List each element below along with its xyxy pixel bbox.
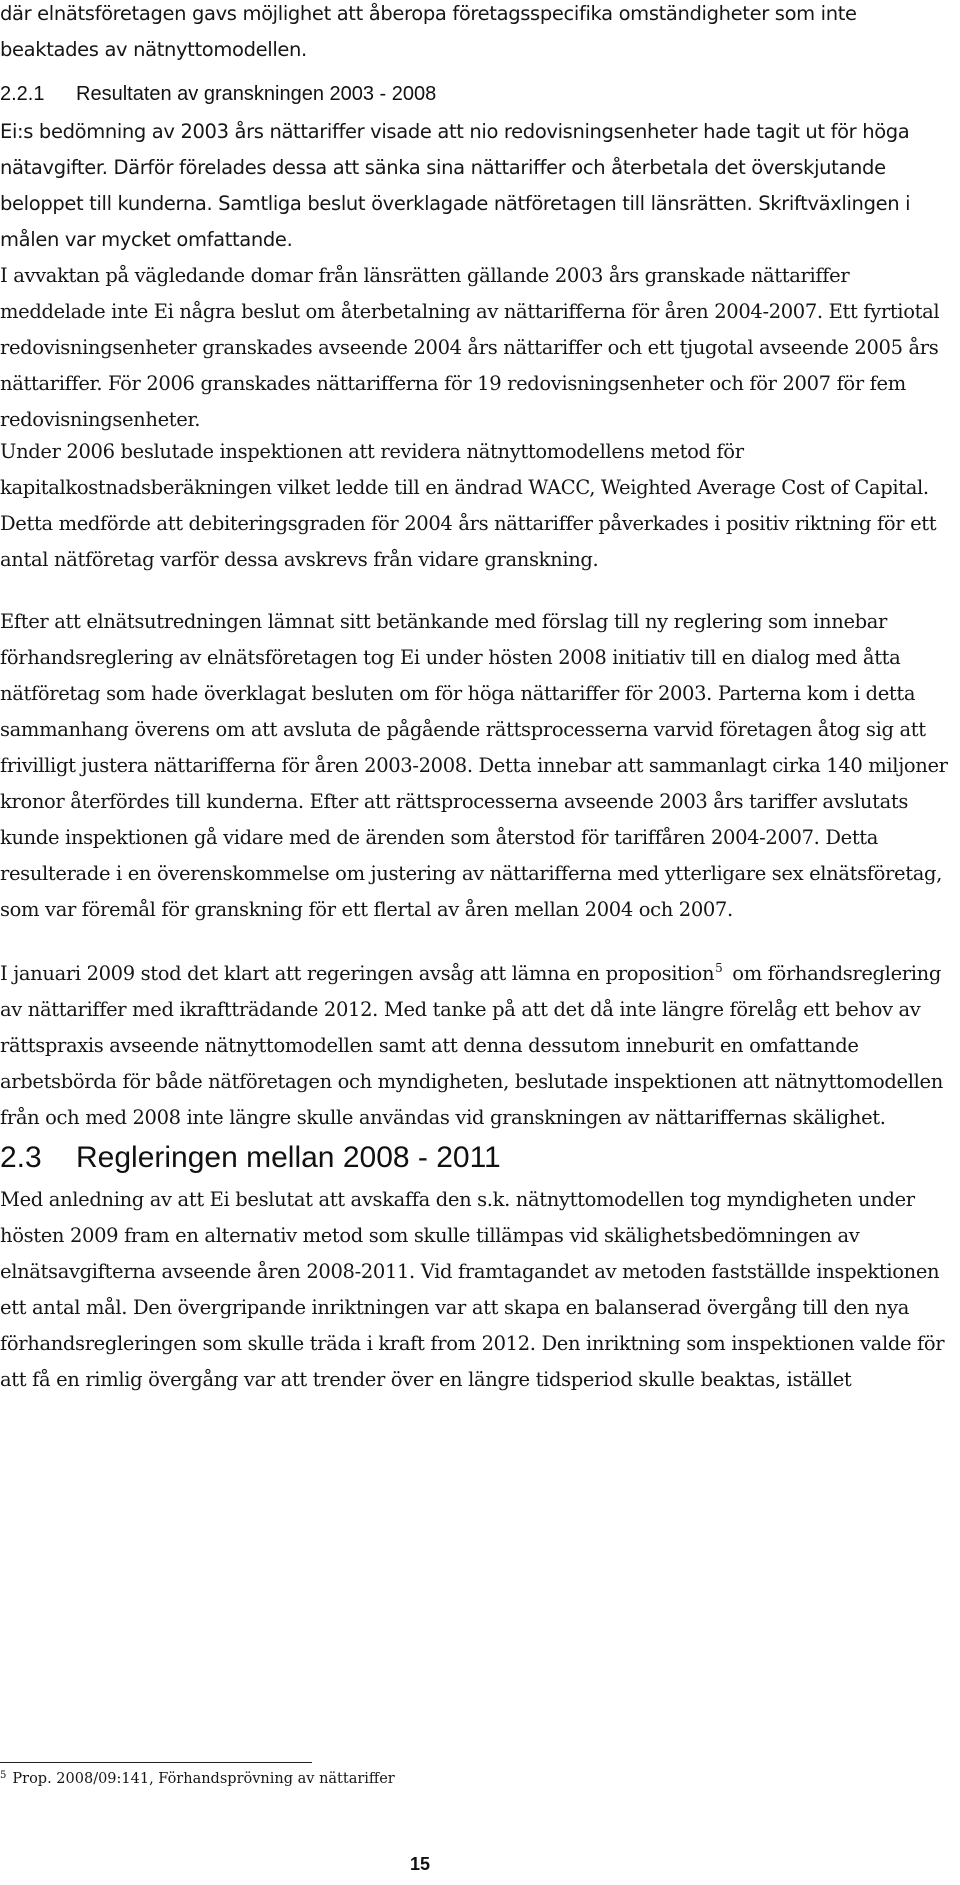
section-paragraph: Med anledning av att Ei beslutat att avskaffa den s.k. nätnyttomodellen tog myndigheten under hösten 2009 fram en alternativ metod som skulle tillämpas vid skälighetsbedömningen av elnätsavgifterna avseende åren 2008-2011. Vid framtagandet av metoden fastställde inspektionen ett antal mål. Den övergripande inriktningen var att skapa en balanserad övergång till den nya förhandsregleringen som skulle träda i kraft from 2012. Den inriktning som inspektionen valde för att få en rimlig övergång var att trender över en längre tidsperiod skulle beaktas, istället [0,1188,945,1391]
paragraph-block-1 [0,258,952,438]
subsection-title: Resultaten av granskningen 2003 - 2008 [76,83,437,105]
paragraph-block-3 [0,604,952,928]
section-title: Regleringen mellan 2008 - 2011 [76,1141,501,1174]
paragraph: I avvaktan på vägledande domar från länsrätten gällande 2003 års granskade nättariffer meddelade inte Ei några beslut om återbetalning av nättarifferna för åren 2004-2007. Ett fyrtiotal redovisningsenheter granskades avseende 2004 års nättariffer och ett tjugotal avseende 2005 års nättariffer. För 2006 granskades nättarifferna för 19 redovisningsenheter och för 2007 för fem redovisningsenheter. [0,264,940,431]
subsection-heading [0,80,952,108]
page-number: 15 [409,1854,431,1874]
paragraph: Under 2006 beslutade inspektionen att revidera nätnyttomodellens metod för kapitalkostnadsberäkningen vilket ledde till en ändrad WACC, Weighted Average Cost of Capital. Detta medförde att debiteringsgraden för 2004 års nättariffer påverkades i positiv riktning för ett antal nätföretag varför dessa avskrevs från vidare granskning. [0,440,937,571]
body-text-block [0,0,952,68]
footnote [0,1768,395,1790]
section-body [0,1182,952,1398]
proposition-text-before: I januari 2009 stod det klart att regeringen avsåg att lämna en proposition [0,962,715,985]
section-number: 2.3 [0,1141,42,1174]
footnote-number: 5 [0,1770,7,1781]
footnote-text: Prop. 2008/09:141, Förhandsprövning av nättariffer [12,1771,395,1787]
top-paragraph: där elnätsföretagen gavs möjlighet att åberopa företagsspecifika omständigheter som inte beaktades av nätnyttomodellen. [0,2,857,61]
subsection-body [0,114,952,258]
section-heading [0,1138,952,1178]
proposition-text-after: om förhandsreglering av nättariffer med ikraftträdande 2012. Med tanke på att det då inte längre förelåg ett behov av rättspraxis avseende nätnyttomodellen samt att denna dessutom inneburit en omfattande arbetsbörda för både nätföretagen och myndigheten, beslutade inspektionen att nätnyttomodellen från och med 2008 inte längre skulle användas vid granskningen av nättariffernas skälighet. [0,962,943,1129]
footnote-reference[interactable]: 5 [715,961,723,975]
proposition-paragraph [0,956,952,1136]
footnote-separator [0,1762,312,1763]
paragraph-block-4 [0,956,952,1136]
paragraph: Efter att elnätsutredningen lämnat sitt betänkande med förslag till ny reglering som innebar förhandsreglering av elnätsföretagen tog Ei under hösten 2008 initiativ till en dialog med åtta nätföretag som hade överklagat besluten om för höga nättariffer för 2003. Parterna kom i detta sammanhang överens om att avsluta de pågående rättsprocesserna varvid företagen åtog sig att frivilligt justera nättarifferna för åren 2003-2008. Detta innebar att sammanlagt cirka 140 miljoner kronor återfördes till kunderna. Efter att rättsprocesserna avseende 2003 års tariffer avslutats kunde inspektionen gå vidare med de ärenden som återstod för tariffåren 2004-2007. Detta resulterade i en överenskommelse om justering av nättarifferna med ytterligare sex elnätsföretag, som var föremål för granskning för ett flertal av åren mellan 2004 och 2007. [0,610,948,921]
paragraph-block-2 [0,434,952,578]
subsection-paragraph: Ei:s bedömning av 2003 års nättariffer visade att nio redovisningsenheter hade tagit ut för höga nätavgifter. Därför förelades dessa att sänka sina nättariffer och återbetala det överskjutande beloppet till kunderna. Samtliga beslut överklagade nätföretagen till länsrätten. Skriftväxlingen i målen var mycket omfattande. [0,120,911,251]
subsection-number: 2.2.1 [0,83,45,105]
